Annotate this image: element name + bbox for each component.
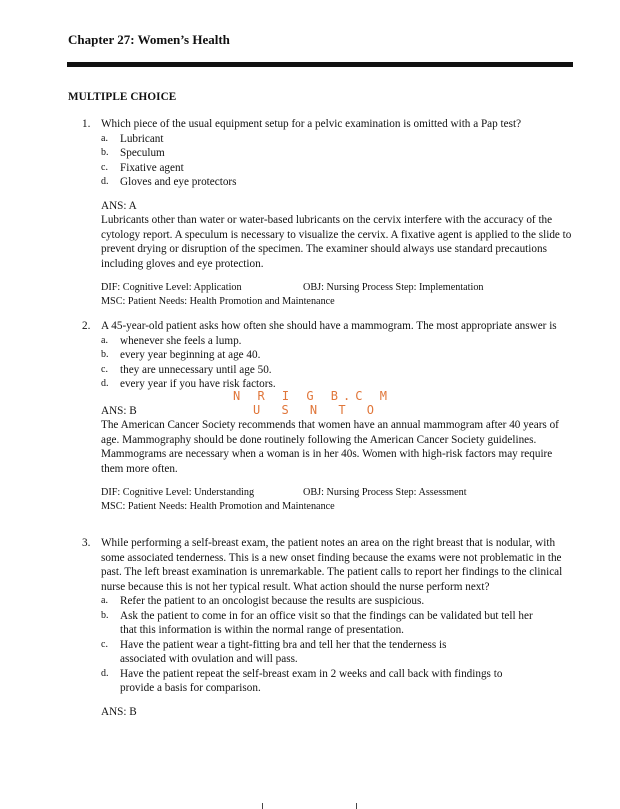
option-text: Fixative agent — [120, 161, 184, 174]
question-number: 1. — [82, 118, 91, 130]
option-text: Lubricant — [120, 132, 164, 145]
difficulty: DIF: Cognitive Level: Understanding — [101, 487, 255, 498]
question-3 — [82, 536, 572, 719]
option-letter: c. — [101, 363, 108, 375]
section-heading: MULTIPLE CHOICE — [68, 91, 177, 103]
option-text: Ask the patient to come in for an office visit so that the findings can be validated but tell her that this information is within the normal range of presentation. — [120, 609, 533, 636]
question-1 — [82, 117, 572, 308]
crop-mark — [356, 803, 357, 809]
option-c — [101, 363, 572, 378]
option-letter: b. — [101, 349, 109, 360]
option-b — [101, 609, 572, 638]
option-letter: d. — [101, 176, 109, 187]
option-text: whenever she feels a lump. — [120, 334, 242, 347]
option-letter: b. — [101, 147, 109, 158]
option-a — [101, 334, 572, 349]
rationale: Lubricants other than water or water-based lubricants on the cervix interfere with the accuracy of the cytology report. A speculum is necessary to visualize the cervix. A fixative agent is applied to the slide to prevent drying or disruption of the specimen. The examiner should always use standard precautions including gloves and eye protection. — [101, 214, 572, 270]
option-text: every year beginning at age 40. — [120, 349, 261, 361]
option-letter: d. — [101, 667, 109, 679]
option-text: Have the patient wear a tight-fitting bra and tell her that the tenderness is associated with ovulation and will pass. — [120, 638, 447, 665]
option-text: every year if you have risk factors. — [120, 378, 276, 390]
watermark-line-2: U S N T O — [253, 403, 382, 417]
option-letter: a. — [101, 595, 108, 606]
question-meta — [101, 281, 572, 308]
option-text: Gloves and eye protectors — [120, 176, 237, 188]
answer-key: ANS: B — [101, 404, 137, 417]
watermark-line-1: N R I G B.C M — [233, 389, 392, 403]
difficulty: DIF: Cognitive Level: Application — [101, 282, 242, 293]
msc: MSC: Patient Needs: Health Promotion and Maintenance — [101, 295, 335, 307]
question-number: 2. — [82, 320, 91, 332]
option-a — [101, 132, 572, 147]
answer-key: ANS: B — [101, 705, 137, 718]
objective: OBJ: Nursing Process Step: Implementation — [303, 282, 484, 293]
option-letter: a. — [101, 334, 108, 346]
objective: OBJ: Nursing Process Step: Assessment — [303, 487, 467, 498]
header-rule — [67, 62, 573, 67]
option-b — [101, 146, 572, 161]
question-stem: A 45-year-old patient asks how often she should have a mammogram. The most appropriate answer is — [101, 320, 557, 332]
option-c — [101, 161, 572, 176]
question-number: 3. — [82, 537, 91, 549]
msc: MSC: Patient Needs: Health Promotion and Maintenance — [101, 500, 335, 512]
option-letter: a. — [101, 132, 108, 144]
question-stem: While performing a self-breast exam, the patient notes an area on the right breast that is nodular, with some associated tenderness. This is a new onset finding because the exams were not problematic in the past. The left breast examination is unremarkable. The patient calls to report her findings to the clinical nurse because this is not her typical result. What action should the nurse perform next? — [101, 537, 563, 593]
option-text: Refer the patient to an oncologist because the results are suspicious. — [120, 595, 425, 607]
option-a — [101, 594, 572, 609]
option-letter: b. — [101, 609, 109, 621]
rationale: The American Cancer Society recommends that women have an annual mammogram after 40 years of age. Mammography should be done routinely following the American Cancer Society guidelines. Mammograms are necessary when a woman is in her 40s. Women with high-risk factors may require them more often. — [101, 419, 559, 475]
option-d — [101, 175, 572, 190]
answer-key: ANS: A — [101, 199, 137, 212]
chapter-title: Chapter 27: Women’s Health — [68, 32, 230, 47]
option-b — [101, 348, 572, 363]
option-letter: c. — [101, 638, 108, 650]
option-d — [101, 667, 572, 696]
option-text: Speculum — [120, 147, 165, 159]
question-stem: Which piece of the usual equipment setup for a pelvic examination is omitted with a Pap test? — [101, 118, 522, 130]
crop-mark — [262, 803, 263, 809]
option-text: they are unnecessary until age 50. — [120, 363, 272, 376]
option-c — [101, 638, 572, 667]
question-meta — [101, 486, 572, 513]
option-text: Have the patient repeat the self-breast exam in 2 weeks and call back with findings to provide a basis for comparison. — [120, 667, 503, 694]
option-letter: d. — [101, 378, 109, 389]
option-letter: c. — [101, 161, 108, 173]
